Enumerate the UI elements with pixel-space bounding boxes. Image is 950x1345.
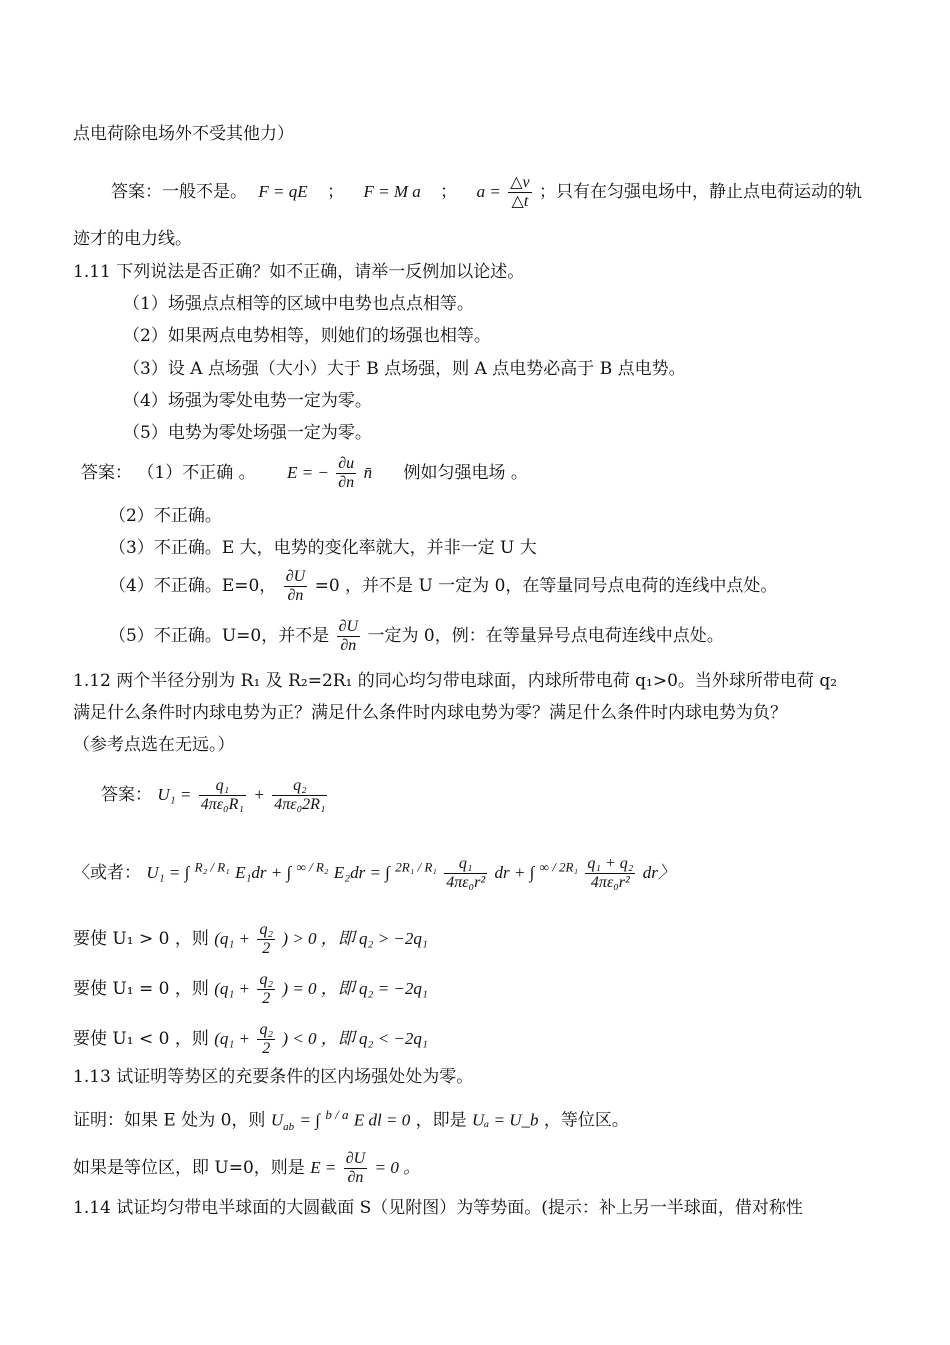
fraction-q1: $\frac{\text{q₁}}{\text{4πε₀R₁}}$ (200, 777, 244, 813)
answer-1-11-5: （5）不正确。U=0，并不是 $\frac{\partial U}{\partial n}$ 一定为 0，例：在等量异号点电荷连线中点处。 (109, 618, 724, 654)
question-1-12: 1.12 两个半径分别为 R₁ 及 R₂=2R₁ 的同心均匀带电球面，内球所带电荷 q₁>0。当外球所带电荷 q₂ (73, 671, 838, 691)
question-1-12-cont: 满足什么条件时内球电势为正？满足什么条件时内球电势为零？满足什么条件时内球电势为负？ (73, 703, 787, 723)
question-item: （4）场强为零处电势一定为零。 (123, 391, 372, 411)
fraction-q2-half: $\frac{\text{q₂}}{2}$ (259, 921, 273, 957)
fraction-q2: $\frac{\text{q₂}}{\text{4πε₀2R₁}}$ (274, 777, 326, 813)
answer-1-11-4: （4）不正确。E=0， $\frac{\partial U}{\partial n}$ =0 ，并不是 U 一定为 0，在等量同号点电荷的连线中点处。 (109, 568, 778, 604)
fraction-dU-dn: $\frac{\partial U}{\partial n}$ (338, 618, 359, 654)
proof-line-1: 证明：如果 E 处为 0，则 $U_{ab}$ = ∫ $^{b / a}$ E dl = 0 ，即是 Uₐ = U_b ，等位区。 (73, 1107, 629, 1134)
fraction-q2-half: $\frac{\text{q₂}}{2}$ (259, 971, 273, 1007)
question-item: （5）电势为零处场强一定为零。 (123, 423, 372, 443)
fraction-alt-2: $\frac{\text{q₁ + q₂}}{\text{4πε₀r²}}$ (587, 855, 634, 891)
question-1-14: 1.14 试证均匀带电半球面的大圆截面 S（见附图）为等势面。(提示：补上另一半球面，借对称性 (73, 1198, 803, 1218)
text-line: 点电荷除电场外不受其他力） (73, 124, 294, 144)
formula-f-ma: F = M a (363, 182, 421, 201)
question-1-11: 1.11 下列说法是否正确？如不正确，请举一反例加以论述。 (73, 262, 525, 282)
question-item: （3）设 A 点场强（大小）大于 B 点场强，则 A 点电势必高于 B 点电势。 (123, 359, 686, 379)
question-item: （1）场强点点相等的区域中电势也点点相等。 (123, 294, 474, 314)
condition-zero: 要使 U₁ = 0 ，则 (q₁ + $\frac{\text{q₂}}{2}$ ) = 0 ，即 q₂ = −2q₁ (73, 971, 428, 1007)
answer-1-12-alt: 〈或者： U₁ = ∫ $^{R_2 / R_1}$ E₁dr + ∫ $^{\infty / R_2}$ E₂dr = ∫ $^{2R_1 / R_1}$ $\frac{\text{q₁}}{\text{4πε₀r²}}$ dr + ∫ $^{\infty / 2R_1}$ $\frac{\text{q₁ + q₂}}{\text{4πε₀r²}}$ dr〉 (73, 855, 675, 891)
fraction-dv-dt: $\frac{\triangle v}{\triangle t}$ (510, 174, 530, 210)
formula-f-qe: F = qE (258, 182, 308, 201)
answer-item: （2）不正确。 (109, 506, 222, 526)
fraction-dU-dn: $\frac{\partial U}{\partial n}$ (345, 1150, 366, 1186)
condition-positive: 要使 U₁ > 0 ，则 (q₁ + $\frac{\text{q₂}}{2}$ ) > 0 ，即 q₂ > −2q₁ (73, 921, 428, 957)
condition-negative: 要使 U₁ < 0 ，则 (q₁ + $\frac{\text{q₂}}{2}$ ) < 0 ，即 q₂ < −2q₁ (73, 1021, 428, 1057)
fraction-du-dn: $\frac{\partial u}{\partial n}$ (338, 455, 355, 491)
fraction-q2-half: $\frac{\text{q₂}}{2}$ (259, 1021, 273, 1057)
text-line: 迹才的电力线。 (73, 229, 192, 249)
answer-line-force: 答案：一般不是。 F = qE ； F = M a ； a = $\frac{\triangle v}{\triangle t}$ ；只有在匀强电场中，静止点电荷运动的轨 (111, 174, 863, 210)
question-1-13: 1.13 试证明等势区的充要条件的区内场强处处为零。 (73, 1067, 474, 1087)
answer-text: ；只有在匀强电场中，静止点电荷运动的轨 (539, 182, 863, 202)
answer-1-12: 答案： U₁ = $\frac{\text{q₁}}{\text{4πε₀R₁}}$ + $\frac{\text{q₂}}{\text{4πε₀2R₁}}$ (101, 777, 326, 813)
proof-line-2: 如果是等位区，即 U=0，则是 E = $\frac{\partial U}{\partial n}$ = 0 。 (73, 1150, 421, 1186)
answer-1-11-1: 答案： （1）不正确 。 E = − $\frac{\partial u}{\partial n}$ n̄ 例如匀强电场 。 (81, 455, 528, 491)
fraction-dU-dn: $\frac{\partial U}{\partial n}$ (285, 568, 306, 604)
answer-item: （3）不正确。E 大，电势的变化率就大，并非一定 U 大 (109, 538, 537, 558)
question-1-12-note: （参考点选在无远。） (73, 735, 235, 755)
answer-label: 答案：一般不是。 (111, 182, 247, 202)
fraction-alt-1: $\frac{\text{q₁}}{\text{4πε₀r²}}$ (446, 855, 486, 891)
formula-a: a = (476, 182, 501, 201)
question-item: （2）如果两点电势相等，则她们的场强也相等。 (123, 326, 491, 346)
